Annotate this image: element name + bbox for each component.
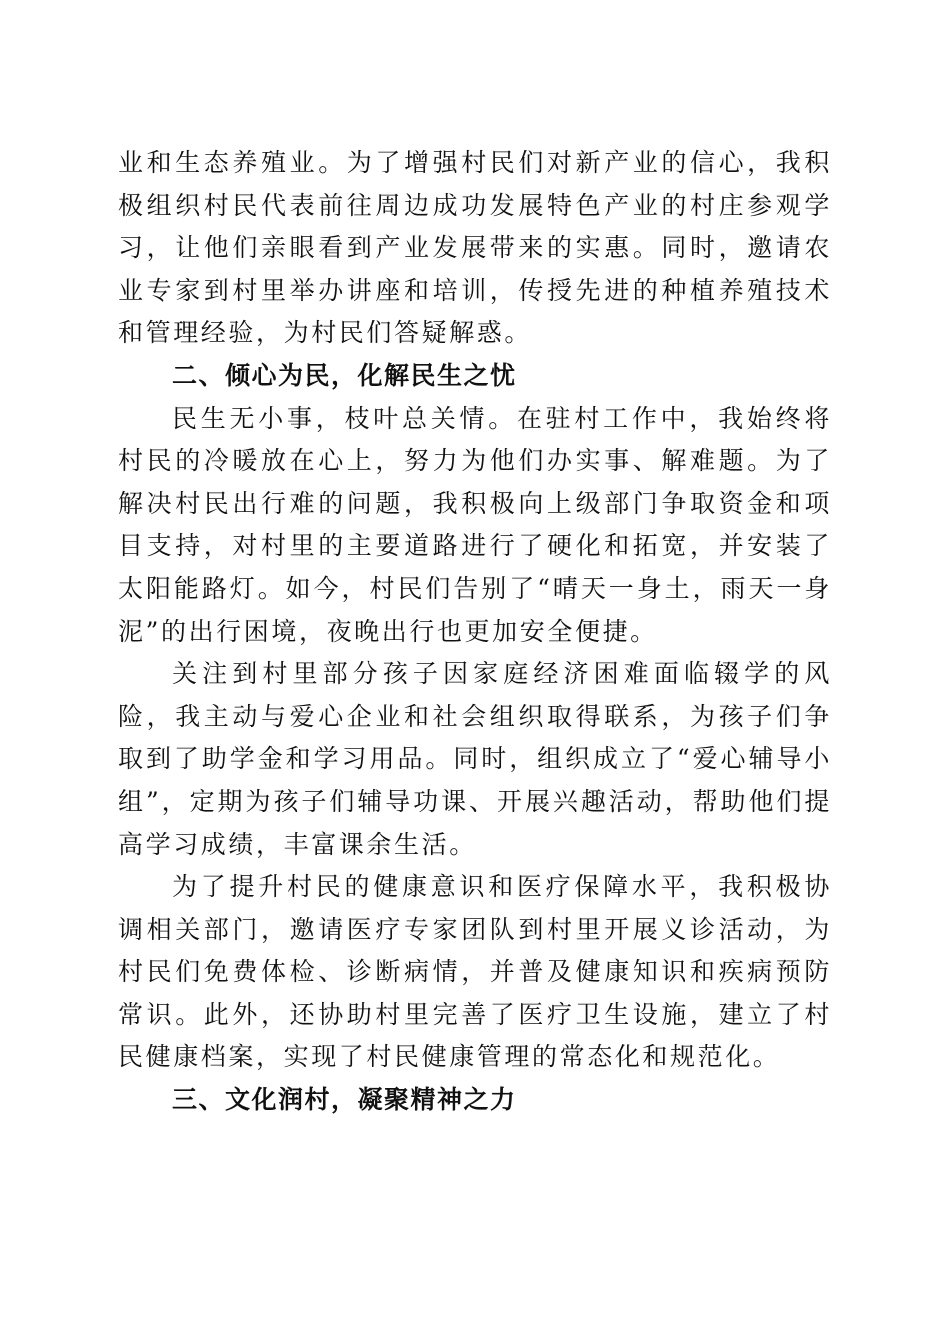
paragraph-continued: 业和生态养殖业。为了增强村民们对新产业的信心，我积极组织村民代表前往周边成功发展特色产业的村庄参观学习，让他们亲眼看到产业发展带来的实惠。同时，邀请农业专家到村里举办讲座和培训，传授先进的种植养殖技术和管理经验，为村民们答疑解惑。 xyxy=(118,148,832,348)
section-heading-3: 三、文化润村，凝聚精神之力 xyxy=(172,1085,517,1115)
section-heading-2: 二、倾心为民，化解民生之忧 xyxy=(172,360,517,390)
section2-paragraph-2: 关注到村里部分孩子因家庭经济困难面临辍学的风险，我主动与爱心企业和社会组织取得联系，为孩子们争取到了助学金和学习用品。同时，组织成立了“爱心辅导小组”，定期为孩子们辅导功课、开展兴趣活动，帮助他们提高学习成绩，丰富课余生活。 xyxy=(118,659,832,859)
section2-paragraph-1: 民生无小事，枝叶总关情。在驻村工作中，我始终将村民的冷暖放在心上，努力为他们办实事、解难题。为了解决村民出行难的问题，我积极向上级部门争取资金和项目支持，对村里的主要道路进行了硬化和拓宽，并安装了太阳能路灯。如今，村民们告别了“晴天一身土，雨天一身泥”的出行困境，夜晚出行也更加安全便捷。 xyxy=(118,403,832,646)
document-body xyxy=(118,142,832,1122)
section2-paragraph-3: 为了提升村民的健康意识和医疗保障水平，我积极协调相关部门，邀请医疗专家团队到村里开展义诊活动，为村民们免费体检、诊断病情，并普及健康知识和疾病预防常识。此外，还协助村里完善了医疗卫生设施，建立了村民健康档案，实现了村民健康管理的常态化和规范化。 xyxy=(118,872,832,1072)
